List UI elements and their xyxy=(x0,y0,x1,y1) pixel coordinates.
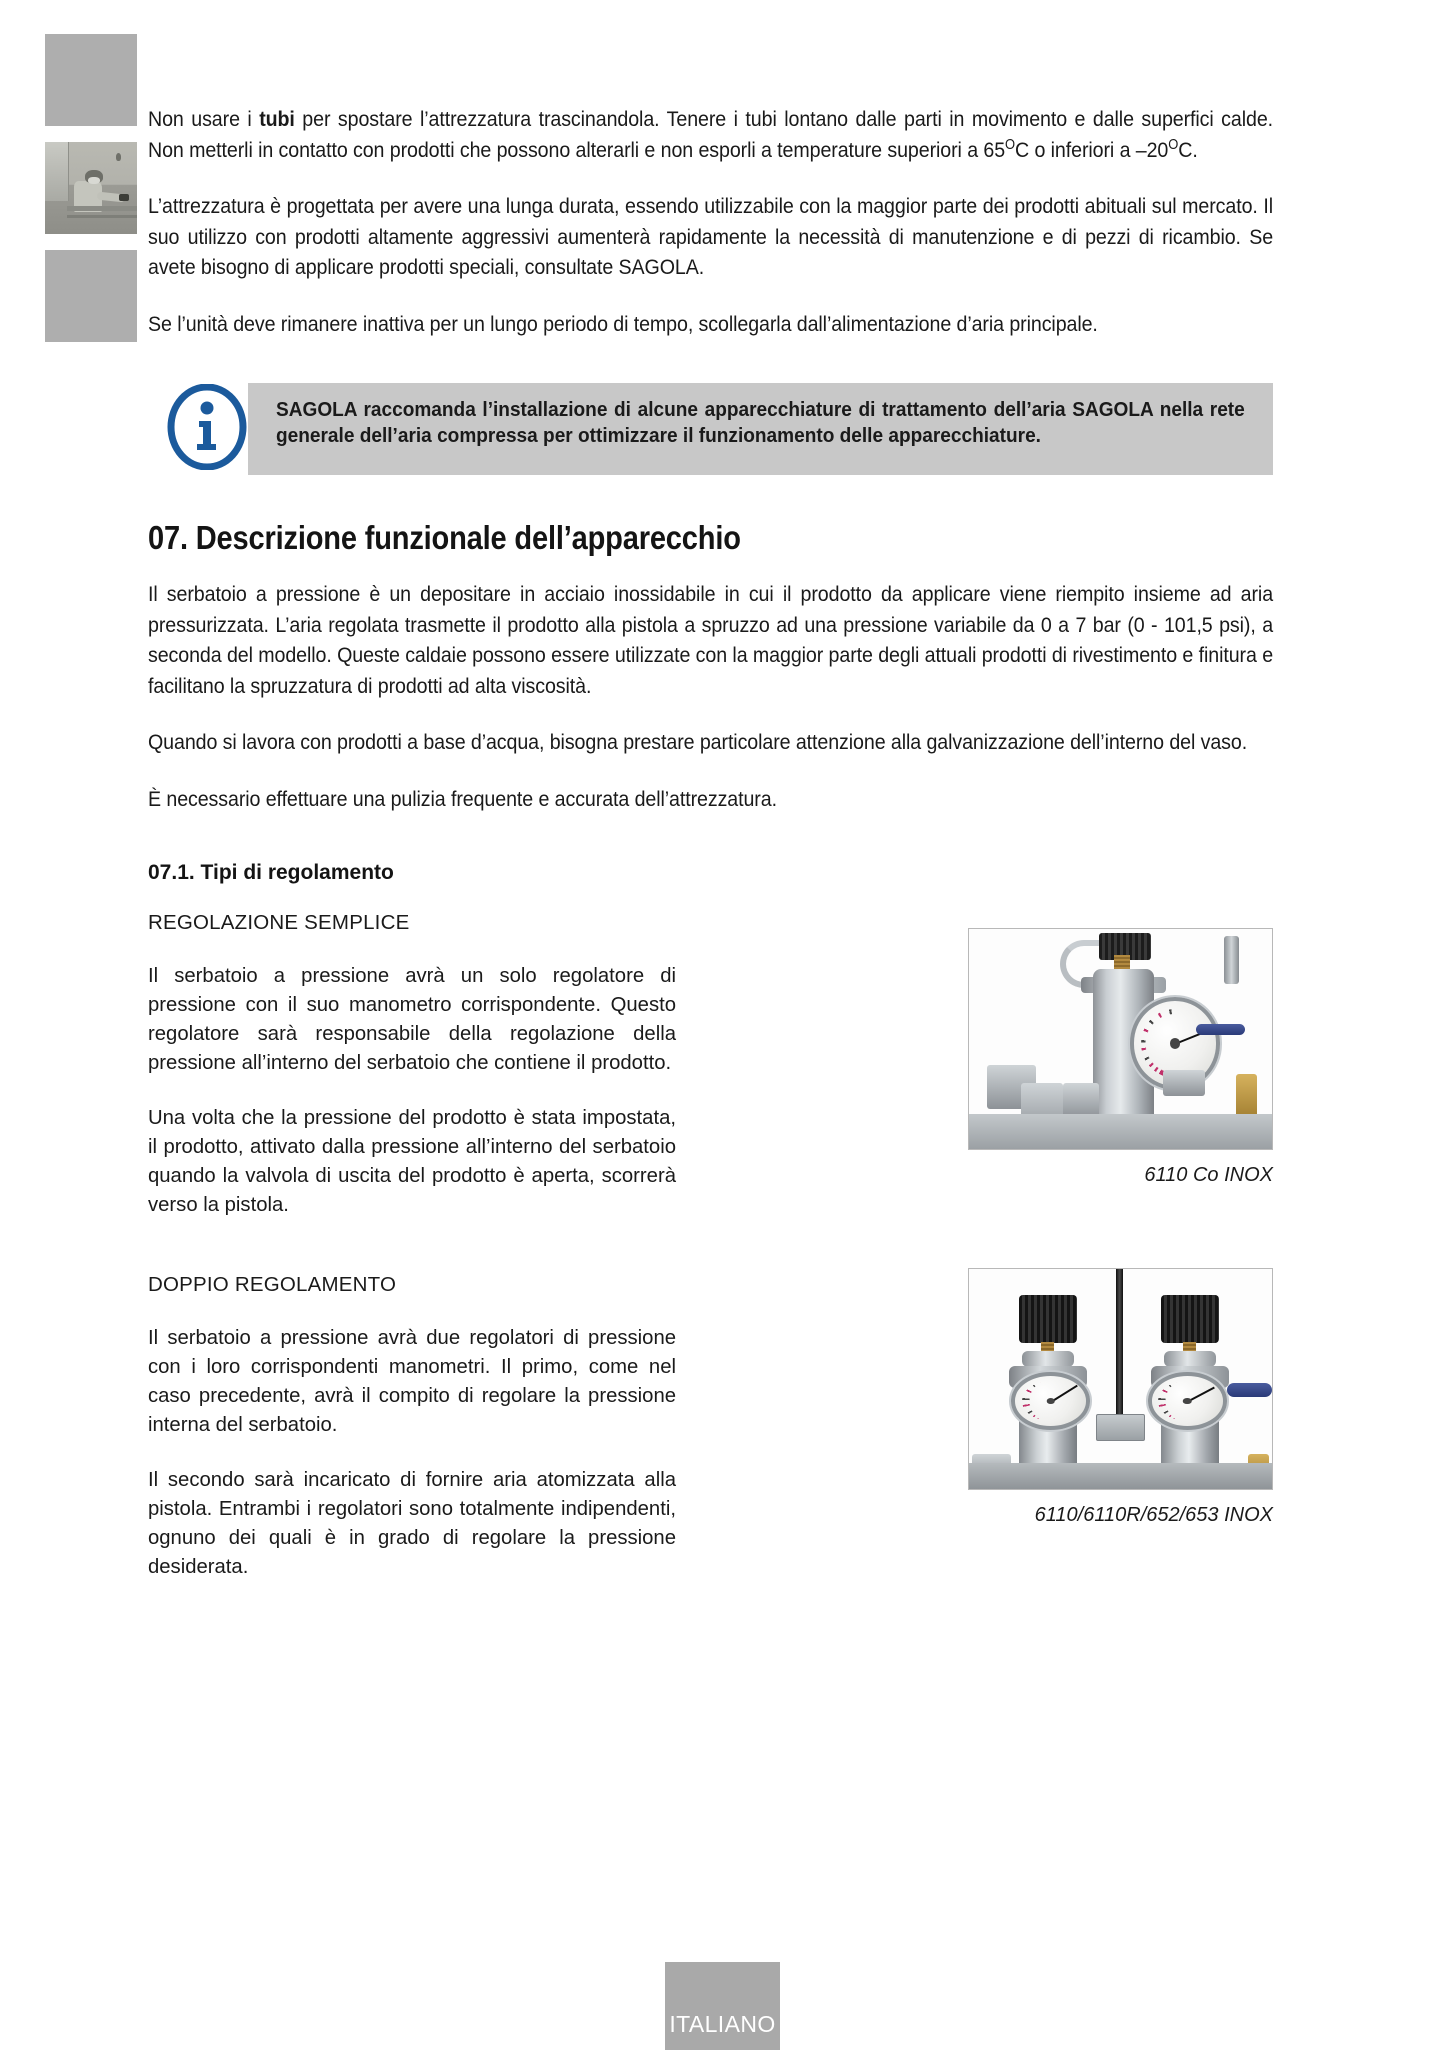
blue-valve-lever-right xyxy=(1227,1383,1272,1396)
tank-lid xyxy=(969,1114,1272,1149)
photo-spray-gun xyxy=(119,194,129,201)
operator-spraying-photo xyxy=(45,142,137,234)
dual-regulator-figure xyxy=(968,1268,1273,1528)
info-circle-icon xyxy=(164,384,250,470)
dual-regulation-paragraph-2: Il secondo sarà incaricato di fornire aria atomizzata alla pistola. Entrambi i regolatori sono totalmente indipendenti, ognuno dei quali è in grado di regolare la pressione desiderata. xyxy=(148,1469,676,1578)
section-p3-text: È necessario effettuare una pulizia frequente e accurata dell’attrezzatura. xyxy=(148,785,777,811)
simple-regulation-text-column xyxy=(148,910,676,1220)
regulator-cap-left xyxy=(1022,1351,1074,1368)
section-paragraph-3 xyxy=(148,784,1273,815)
blue-valve-lever xyxy=(1196,1024,1244,1035)
single-regulator-caption: 6110 Co INOX xyxy=(1144,1164,1273,1186)
dual-regulation-paragraph-1: Il serbatoio a pressione avrà due regolatori di pressione con i loro corrispondenti manometri. Il primo, come nel caso precedente, avrà il compito di regolare la pressione interna del serbatoio. xyxy=(148,1327,676,1436)
photo-wall xyxy=(45,142,69,201)
single-regulator-figure xyxy=(968,928,1273,1188)
intro-paragraph-2 xyxy=(148,191,1273,283)
intro-p2-text: L’attrezzatura è progettata per avere una lunga durata, essendo utilizzabile con la maggior parte dei prodotti abituali sul mercato. Il suo utilizzo con prodotti altamente aggressivi aumenterà rapidamente la necessità di manutenzione e di pezzi di ricambio. Se avete bisogno di applicare prodotti speciali, consultate SAGOLA. xyxy=(148,193,1274,279)
info-callout xyxy=(148,383,1273,475)
dual-regulation-label: DOPPIO REGOLAMENTO xyxy=(148,1273,397,1296)
language-tab xyxy=(665,1962,780,2050)
dual-regulator-photo xyxy=(968,1268,1273,1490)
degree-symbol-1: O xyxy=(1005,136,1016,153)
photo-workbench-lower xyxy=(67,215,137,219)
grey-block-bottom xyxy=(45,250,137,342)
subsection-title: 07.1. Tipi di regolamento xyxy=(148,861,394,884)
simple-regulation-label: REGOLAZIONE SEMPLICE xyxy=(148,911,410,934)
adjust-knob-right xyxy=(1161,1295,1219,1343)
side-rod xyxy=(1224,936,1239,984)
gauge-hub xyxy=(1170,1038,1180,1048)
dual-regulation-text-column xyxy=(148,1272,676,1582)
adjust-knob-left xyxy=(1019,1295,1077,1343)
simple-regulation-paragraph-2: Una volta che la pressione del prodotto è stata impostata, il prodotto, attivato dalla pressione all’interno del serbatoio quando la valvola di uscita del prodotto è aperta, scorrerà verso la pistola. xyxy=(148,1107,676,1216)
language-tab-label: ITALIANO xyxy=(669,2011,776,2037)
degree-symbol-2: O xyxy=(1168,136,1179,153)
grey-block-top xyxy=(45,34,137,126)
page-content xyxy=(148,0,1273,1582)
inlet-label-plate xyxy=(1096,1414,1144,1440)
tank-lid-dual xyxy=(969,1463,1272,1489)
section-p1-text: Il serbatoio a pressione è un depositare in acciaio inossidabile in cui il prodotto da applicare viene riempito insieme ad aria pressurizzata. L’aria regolata trasmette il prodotto alla pistola a spruzzo ad una pressione variabile da 0 a 7 bar (0 - 101,5 psi), a seconda del modello. Queste caldaie possono essere utilizzate con la maggior parte degli attuali prodotti di rivestimento e finitura e facilitano la spruzzatura di prodotti ad alta viscosità. xyxy=(148,581,1274,698)
pressure-gauge-left xyxy=(1011,1372,1090,1429)
intro-p1-part-c: C o inferiori a –20 xyxy=(1015,136,1169,162)
intro-p1-part-b: per spostare l’attrezzatura trascinandola. Tenere i tubi lontano dalle parti in movimento e dalle superfici calde. Non metterli in contatto con prodotti che possono alterarli e non esporli a temperature superiori a 65 xyxy=(148,106,1274,162)
page-title: 07. Descrizione funzionale dell’apparecchio xyxy=(148,519,741,556)
intro-paragraph-1 xyxy=(148,104,1273,165)
section-paragraph-2 xyxy=(148,727,1273,758)
dual-regulator-caption: 6110/6110R/652/653 INOX xyxy=(1034,1504,1273,1526)
dual-regulator-scene xyxy=(969,1269,1272,1489)
intro-p3-text: Se l’unità deve rimanere inattiva per un lungo periodo di tempo, scollegarla dall’alimentazione d’aria principale. xyxy=(148,310,1098,336)
photo-workbench xyxy=(67,206,137,211)
intro-p1-bold-tubi: tubi xyxy=(259,106,295,131)
margin-decoration-strip xyxy=(45,34,137,358)
regulator-cap-right xyxy=(1164,1351,1216,1368)
pressure-gauge-right xyxy=(1148,1372,1227,1429)
single-regulator-photo xyxy=(968,928,1273,1150)
section-p2-text: Quando si lavora con prodotti a base d’acqua, bisogna prestare particolare attenzione alla galvanizzazione dell’interno del vaso. xyxy=(148,729,1248,754)
threaded-stem xyxy=(1114,955,1129,968)
section-paragraph-1 xyxy=(148,579,1273,701)
info-callout-text: SAGOLA raccomanda l’installazione di alcune apparecchiature di trattamento dell’aria SAGOLA nella rete generale dell’aria compressa per ottimizzare il funzionamento delle apparecchiature. xyxy=(276,398,1245,447)
info-callout-box xyxy=(248,383,1273,475)
intro-p1-part-a: Non usare i xyxy=(148,106,260,131)
photo-operator-mask xyxy=(88,177,100,184)
intro-paragraph-3 xyxy=(148,309,1273,340)
intro-p1-part-d: C. xyxy=(1178,136,1198,162)
simple-regulation-block xyxy=(148,910,1273,1220)
outlet-fitting xyxy=(1163,1070,1205,1096)
dual-regulation-block xyxy=(148,1272,1273,1582)
simple-regulation-paragraph-1: Il serbatoio a pressione avrà un solo regolatore di pressione con il suo manometro corrispondente. Questo regolatore sarà responsabile della regolazione della pressione all’interno del serbatoio che contiene il prodotto. xyxy=(148,965,676,1074)
single-regulator-scene xyxy=(969,929,1272,1149)
